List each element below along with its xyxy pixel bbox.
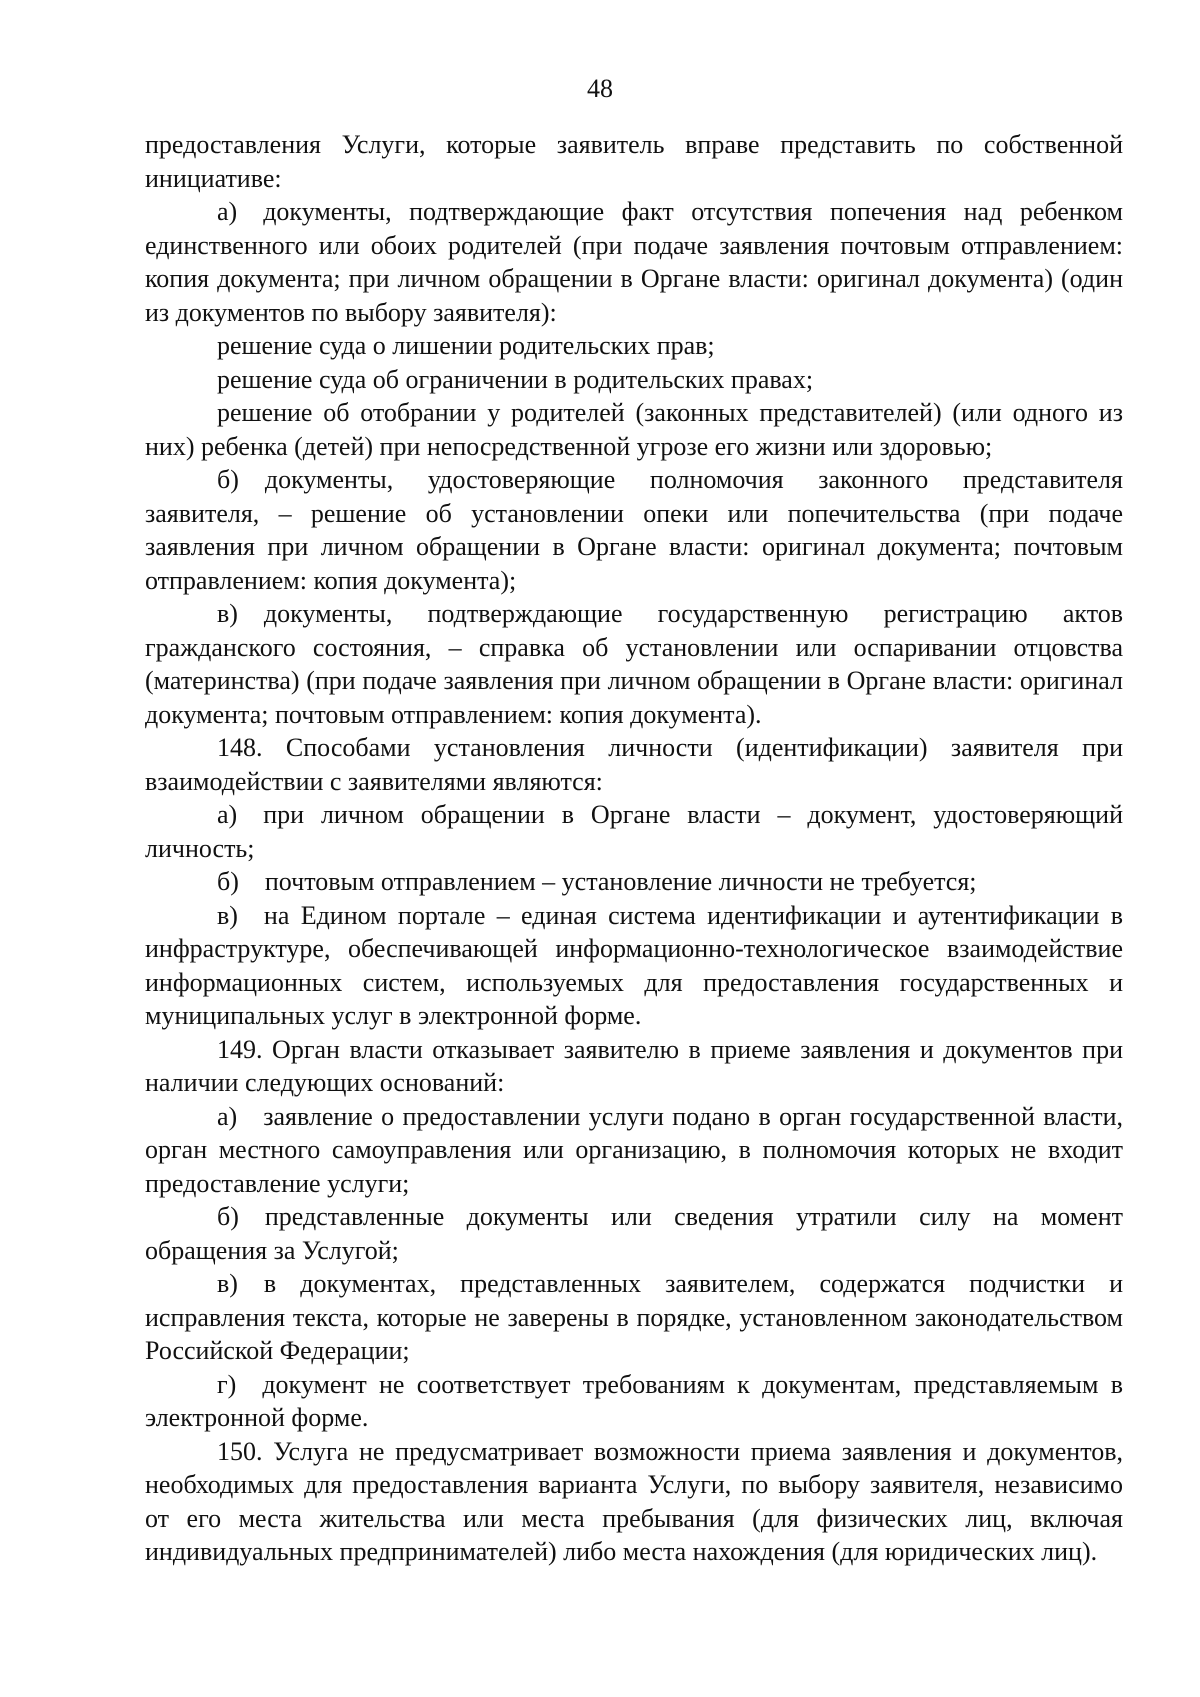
- paragraph: решение суда об ограничении в родительских правах;: [217, 364, 814, 394]
- page-number: 48: [587, 74, 613, 103]
- paragraph: в) на Едином портале – единая система идентификации и аутентификации в инфраструктуре, обеспечивающей информационно-технологическое взаимодействие информационных систем, используемых для предоставления государственных и муниципальных услуг в электронной форме.: [145, 900, 1123, 1030]
- paragraph: решение об отобрании у родителей (законных представителей) (или одного из них) ребенка (детей) при непосредственной угрозе его жизни или здоровью;: [145, 398, 1123, 461]
- paragraph: в) в документах, представленных заявителем, содержатся подчистки и исправления текста, которые не заверены в порядке, установленном законодательством Российской Федерации;: [145, 1269, 1123, 1365]
- paragraph: 148. Способами установления личности (идентификации) заявителя при взаимодействии с заявителями являются:: [145, 733, 1123, 796]
- paragraph: а) заявление о предоставлении услуги подано в орган государственной власти, орган местного самоуправления или организацию, в полномочия которых не входит предоставление услуги;: [145, 1101, 1123, 1198]
- paragraph: б) представленные документы или сведения утратили силу на момент обращения за Услугой;: [145, 1202, 1123, 1265]
- paragraph: г) документ не соответствует требованиям к документам, представляемым в электронной форме.: [145, 1369, 1123, 1432]
- paragraph: предоставления Услуги, которые заявитель вправе представить по собственной инициативе:: [145, 130, 1123, 193]
- paragraph: б) документы, удостоверяющие полномочия законного представителя заявителя, – решение об установлении опеки или попечительства (при подаче заявления при личном обращении в Органе власти: оригинал документа; почтовым отправлением: копия документа);: [145, 465, 1123, 595]
- document-body: [145, 128, 1123, 1569]
- paragraph: а) при личном обращении в Органе власти – документ, удостоверяющий личность;: [145, 800, 1123, 863]
- paragraph: б) почтовым отправлением – установление личности не требуется;: [217, 867, 977, 896]
- paragraph: 149. Орган власти отказывает заявителю в приеме заявления и документов при наличии следующих оснований:: [145, 1034, 1123, 1097]
- paragraph: в) документы, подтверждающие государственную регистрацию актов гражданского состояния, – справка об установлении или оспаривании отцовства (материнства) (при подаче заявления при личном обращении в Органе власти: оригинал документа; почтовым отправлением: копия документа).: [145, 599, 1123, 729]
- paragraph: а) документы, подтверждающие факт отсутствия попечения над ребенком единственного или обоих родителей (при подаче заявления почтовым отправлением: копия документа; при личном обращении в Органе власти: оригинал документа) (один из документов по выбору заявителя):: [145, 197, 1123, 327]
- paragraph: решение суда о лишении родительских прав;: [217, 331, 715, 360]
- paragraph: 150. Услуга не предусматривает возможности приема заявления и документов, необходимых для предоставления варианта Услуги, по выбору заявителя, независимо от его места жительства или места пребывания (для физических лиц, включая индивидуальных предпринимателей) либо места нахождения (для юридических лиц).: [145, 1436, 1123, 1566]
